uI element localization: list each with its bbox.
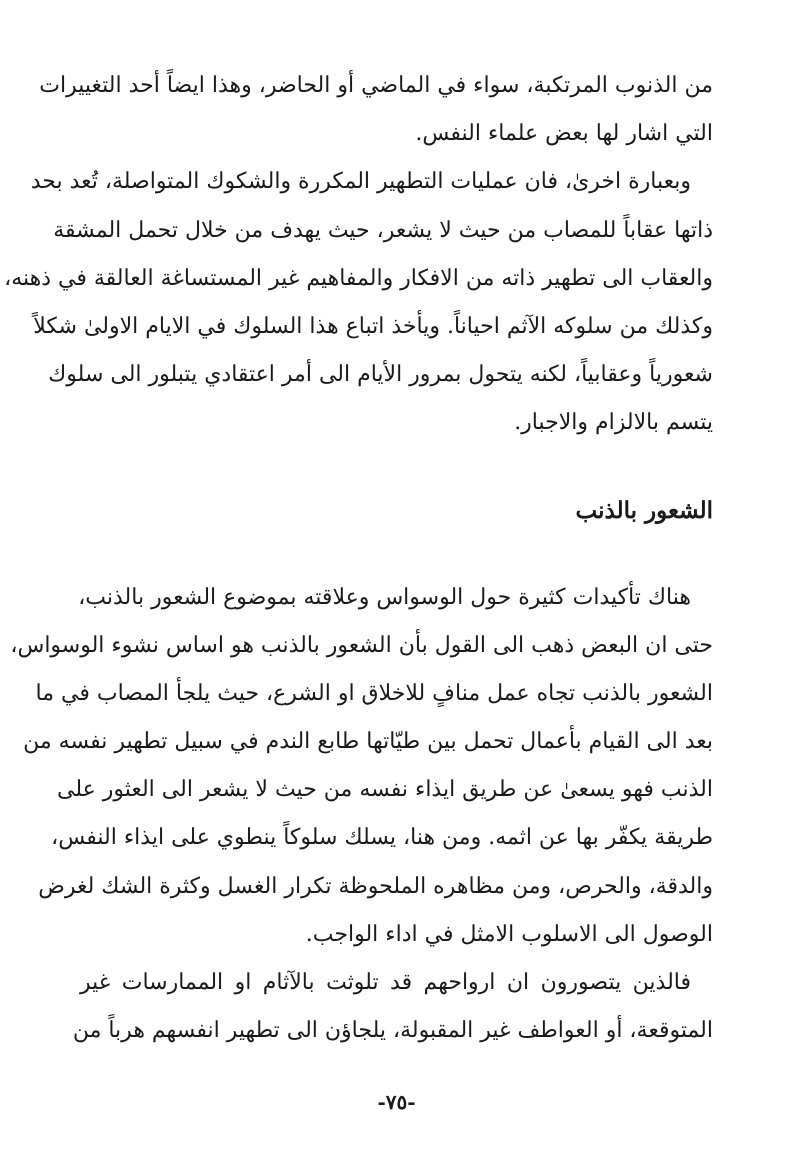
- spacer: [80, 448, 713, 484]
- paragraph: [4, 158, 713, 447]
- text-line: حتى ان البعض ذهب الى القول بأن الشعور بالذنب هو اساس نشوء الوسواس،: [10, 632, 713, 658]
- text-line: والدقة، والحرص، ومن مظاهره الملحوظة تكرار الغسل وكثرة الشك لغرض: [38, 873, 713, 899]
- text-line: طريقة يكفّر بها عن اثمه. ومن هنا، يسلك سلوكاً ينطوي على ايذاء النفس،: [51, 825, 713, 851]
- page-body: [4, 62, 713, 1055]
- text-line: التي اشار لها بعض علماء النفس.: [415, 121, 713, 147]
- page-number: -٧٥-: [377, 1090, 416, 1114]
- text-line: يتسم بالالزام والاجبار.: [514, 410, 713, 436]
- text-line: وبعبارة اخرىٰ، فان عمليات التطهير المكررة والشكوك المتواصلة، تُعد بحد: [30, 169, 691, 195]
- text-line: الوصول الى الاسلوب الامثل في اداء الواجب.: [305, 921, 713, 947]
- text-line: الذنب فهو يسعىٰ عن طريق ايذاء نفسه من حيث لا يشعر الى العثور على: [56, 777, 713, 803]
- text-line: المتوقعة، أو العواطف غير المقبولة، يلجاؤن الى تطهير انفسهم هرباً من: [72, 1018, 713, 1044]
- text-line: شعورياً وعقابياً، لكنه يتحول بمرور الأيام الى أمر اعتقادي يتبلور الى سلوك: [48, 362, 713, 388]
- spacer: [80, 538, 713, 574]
- paragraph: [10, 574, 713, 960]
- section-heading: الشعور بالذنب: [575, 496, 713, 524]
- text-line: والعقاب الى تطهير ذاته من الافكار والمفاهيم غير المستساغة العالقة في ذهنه،: [4, 265, 713, 291]
- text-line: من الذنوب المرتكبة، سواء في الماضي أو الحاضر، وهذا ايضاً أحد التغييرات: [39, 73, 713, 98]
- paragraph: [72, 959, 713, 1055]
- text-line: هناك تأكيدات كثيرة حول الوسواس وعلاقته بموضوع الشعور بالذنب،: [78, 584, 691, 610]
- text-line: فالذين يتصورون ان ارواحهم قد تلوثت بالآثام او الممارسات غير: [80, 970, 691, 995]
- text-line: الشعور بالذنب تجاه عمل منافٍ للاخلاق او الشرع، حيث يلجأ المصاب في ما: [35, 680, 713, 706]
- text-line: بعد الى القيام بأعمال تحمل بين طيّاتها طابع الندم في سبيل تطهير نفسه من: [23, 729, 713, 755]
- paragraph: [39, 62, 713, 158]
- text-line: ذاتها عقاباً للمصاب من حيث لا يشعر، حيث يهدف من خلال تحمل المشقة: [53, 217, 713, 243]
- text-line: وكذلك من سلوكه الآثم احياناً. ويأخذ اتباع هذا السلوك في الايام الاولىٰ شكلاً: [33, 313, 713, 339]
